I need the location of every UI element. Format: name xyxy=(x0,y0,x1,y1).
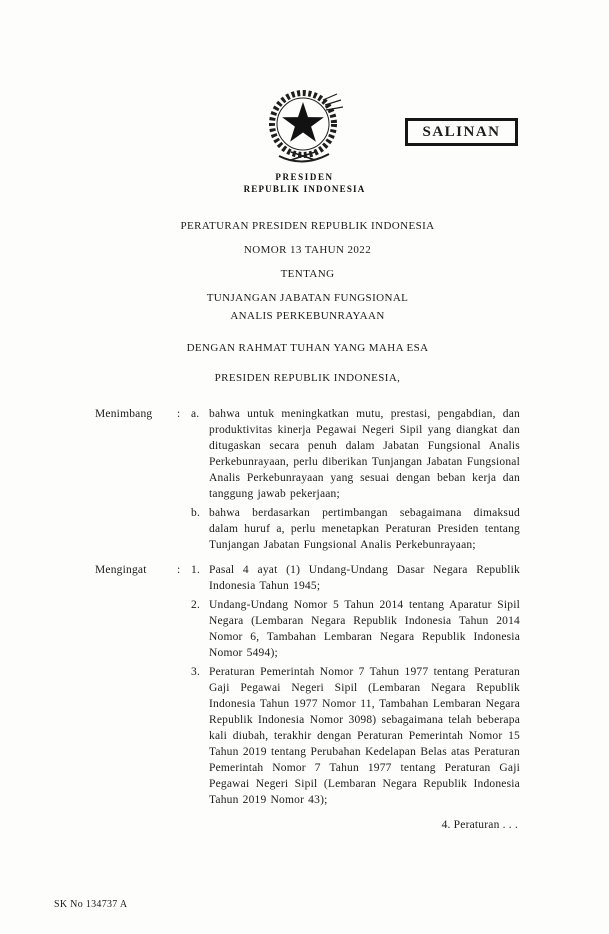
item-marker: 1. xyxy=(191,564,201,576)
item-text: Pasal 4 ayat (1) Undang-Undang Dasar Negara Republik Indonesia Tahun 1945; xyxy=(209,564,520,592)
document-body xyxy=(95,218,520,833)
item-marker: a. xyxy=(191,408,200,420)
legal-basis-section xyxy=(95,562,520,811)
item-text: Peraturan Pemerintah Nomor 7 Tahun 1977 tentang Peraturan Gaji Pegawai Negeri Sipil (Lembaran Negara Republik Indonesia Tahun 1977 Nomor 11, Tambahan Lembaran Negara Republik Indonesia Nomor 3098) sebagaimana telah beberapa kali diubah, terakhir dengan Peraturan Pemerintah Nomor 15 Tahun 2019 tentang Perubahan Kedelapan Belas atas Peraturan Pemerintah Nomor 7 Tahun 1977 tentang Peraturan Gaji Pegawai Negeri Sipil (Lembaran Negara Republik Indonesia Tahun 2019 Nomor 43); xyxy=(209,666,520,806)
page-continuation: 4. Peraturan . . . xyxy=(441,819,518,831)
presidential-star-wreath-emblem-icon xyxy=(257,82,349,170)
letterhead-republik-indonesia: REPUBLIK INDONESIA xyxy=(243,184,366,194)
tentang-label: TENTANG xyxy=(280,268,335,280)
invocation-line: DENGAN RAHMAT TUHAN YANG MAHA ESA xyxy=(186,342,429,354)
legal-basis-label: Mengingat xyxy=(95,564,147,576)
considering-item-b xyxy=(191,505,520,553)
item-marker: 2. xyxy=(191,599,201,611)
item-marker: b. xyxy=(191,507,201,519)
considering-item-a xyxy=(191,406,520,502)
legal-basis-colon: : xyxy=(177,564,181,576)
legal-basis-item-2 xyxy=(191,597,520,661)
authority-line: PRESIDEN REPUBLIK INDONESIA, xyxy=(214,372,401,384)
sk-number: SK No 134737 A xyxy=(54,899,128,910)
letterhead-presiden: PRESIDEN xyxy=(275,172,334,182)
item-text: bahwa untuk meningkatkan mutu, prestasi, pengabdian, dan produktivitas kinerja Pegawai Negeri Sipil yang diangkat dan ditugaskan secara penuh dalam Jabatan Fungsional Analis Perkebunrayaan, perlu diberikan Tunjangan Jabatan Fungsional Analis Perkebunrayaan yang sesuai dengan beban kerja dan tanggung jawab pekerjaan; xyxy=(209,408,520,500)
legal-basis-item-1 xyxy=(191,562,520,594)
regulation-number: NOMOR 13 TAHUN 2022 xyxy=(243,244,372,256)
considering-label: Menimbang xyxy=(95,408,153,420)
salinan-stamp xyxy=(405,118,518,146)
item-marker: 3. xyxy=(191,666,201,678)
considering-section xyxy=(95,406,520,556)
considering-colon: : xyxy=(177,408,181,420)
salinan-stamp-label: SALINAN xyxy=(422,124,501,140)
regulation-title: PERATURAN PRESIDEN REPUBLIK INDONESIA xyxy=(180,220,435,232)
legal-basis-item-3 xyxy=(191,664,520,808)
subject-line-1: TUNJANGAN JABATAN FUNGSIONAL xyxy=(206,292,409,304)
letterhead xyxy=(0,172,609,194)
considering-items xyxy=(191,406,520,556)
subject-line-2: ANALIS PERKEBUNRAYAAN xyxy=(230,310,385,322)
item-text: Undang-Undang Nomor 5 Tahun 2014 tentang Aparatur Sipil Negara (Lembaran Negara Republik Indonesia Tahun 2014 Nomor 6, Tambahan Lembaran Negara Republik Indonesia Nomor 5494); xyxy=(209,599,520,659)
legal-basis-items xyxy=(191,562,520,811)
item-text: bahwa berdasarkan pertimbangan sebagaimana dimaksud dalam huruf a, perlu menetapkan Peraturan Presiden tentang Tunjangan Jabatan Fungsional Analis Perkebunrayaan; xyxy=(209,507,520,551)
